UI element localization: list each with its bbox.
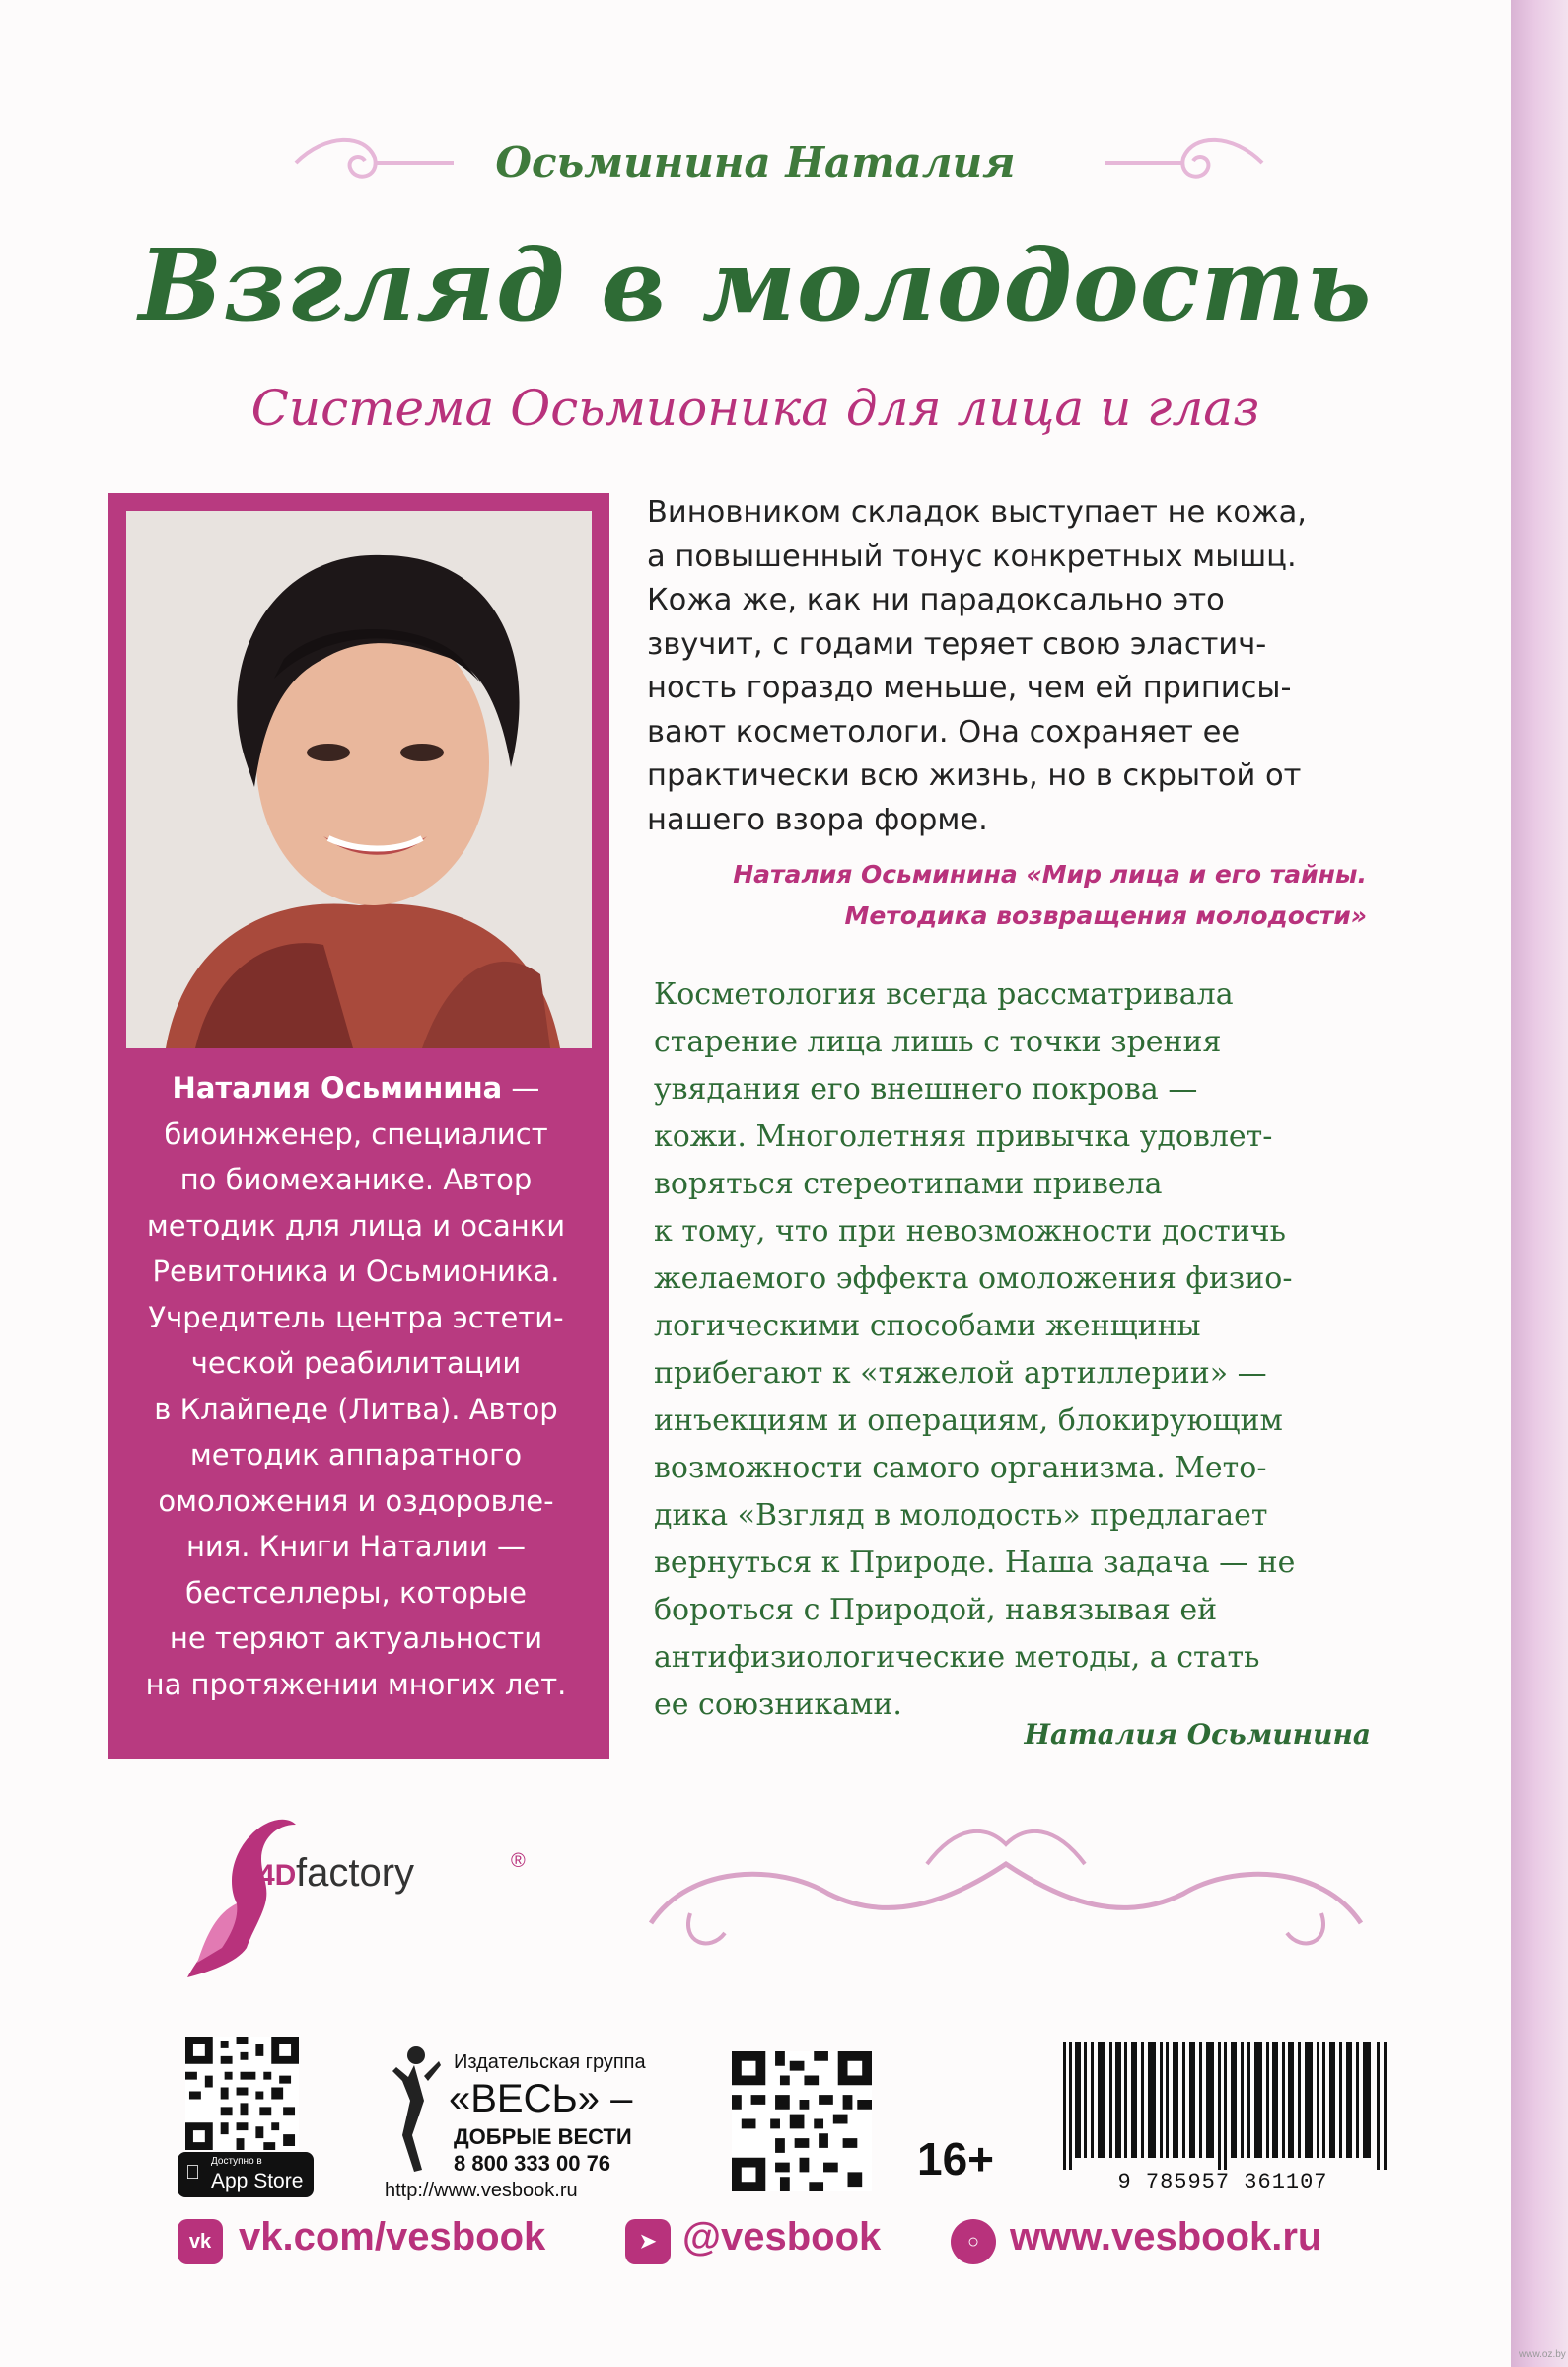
telegram-link-text: @vesbook	[682, 2215, 882, 2259]
book-subtitle: Система Осьмионика для лица и глаз	[250, 380, 1260, 437]
globe-icon: ○	[951, 2219, 996, 2264]
annotation-line: антифизиологические методы, а стать	[654, 1640, 1260, 1675]
annotation-line: возможности самого организма. Мето-	[654, 1451, 1267, 1485]
author-bio	[128, 1065, 584, 1707]
apple-icon	[185, 2162, 200, 2185]
annotation-line: инъекциям и операциям, блокирующим	[654, 1403, 1283, 1438]
app-store-badge[interactable]	[178, 2152, 314, 2197]
quote-source	[647, 854, 1367, 937]
logo-registered: ®	[511, 1850, 526, 1872]
age-rating: 16+	[917, 2133, 995, 2185]
website-link-text: www.vesbook.ru	[1010, 2215, 1322, 2259]
bio-name: Наталия Осьминина	[172, 1071, 503, 1105]
bio-line: по биомеханике. Автор	[179, 1163, 533, 1196]
app-store-caption: Доступно в	[211, 2156, 262, 2167]
quote-line: вают косметологи. Она сохраняет ее	[647, 714, 1241, 750]
quote-line: нашего взора форме.	[647, 802, 988, 837]
bio-line: методик для лица и осанки	[146, 1208, 566, 1243]
annotation-line: кожи. Многолетняя привычка удовлет-	[654, 1119, 1273, 1154]
annotation-signature: Наталия Осьминина	[1024, 1718, 1371, 1751]
bio-line: ческой реабилитации	[190, 1346, 522, 1380]
app-store-label: App Store	[211, 2170, 304, 2192]
bio-line: не теряют актуальности	[169, 1621, 543, 1655]
annotation-line: ее союзниками.	[654, 1687, 902, 1722]
qr-code-app	[185, 2037, 299, 2150]
bio-line: биоинженер, специалист	[164, 1116, 548, 1151]
author-photo	[126, 511, 592, 1048]
quote-source-line: Наталия Осьминина «Мир лица и его тайны.	[733, 860, 1367, 889]
quote-line: а повышенный тонус конкретных мышц.	[647, 538, 1297, 574]
publisher-slogan: ДОБРЫЕ ВЕСТИ	[454, 2124, 632, 2149]
vk-link-text: vk.com/vesbook	[239, 2215, 546, 2259]
annotation-line: увядания его внешнего покрова —	[654, 1072, 1198, 1107]
annotation-line: к тому, что при невозможности достичь	[654, 1214, 1286, 1249]
annotation-line: бороться с Природой, навязывая ей	[654, 1593, 1218, 1627]
publisher-group-label: Издательская группа	[454, 2051, 646, 2073]
annotation-text	[654, 971, 1371, 1729]
annotation-line: старение лица лишь с точки зрения	[654, 1025, 1222, 1059]
bio-line: методик аппаратного	[189, 1438, 523, 1471]
bio-line: бестселлеры, которые	[184, 1575, 528, 1610]
epigraph-quote	[647, 491, 1367, 842]
bio-line: Учредитель центра эстети-	[148, 1300, 564, 1334]
telegram-icon: ➤	[625, 2219, 671, 2264]
quote-line: Кожа же, как ни парадоксально это	[647, 583, 1225, 617]
annotation-line: прибегают к «тяжелой артиллерии» —	[654, 1356, 1267, 1391]
quote-source-line: Методика возвращения молодости»	[844, 901, 1367, 930]
publisher-block	[385, 2042, 700, 2219]
author-name-top: Осьминина Наталия	[495, 138, 1016, 186]
annotation-line: желаемого эффекта омоложения физио-	[654, 1261, 1293, 1296]
annotation-line: вернуться к Природе. Наша задача — не	[654, 1545, 1296, 1580]
book-title: Взгляд в молодость	[138, 227, 1373, 343]
quote-line: ность гораздо меньше, чем ей приписы-	[647, 671, 1292, 705]
quote-line: Виновником складок выступает не кожа,	[647, 495, 1307, 530]
quote-line: практически всю жизнь, но в скрытой от	[647, 758, 1302, 793]
spine-edge	[1511, 0, 1568, 2367]
isbn-barcode	[1063, 2042, 1390, 2170]
isbn-number: 9 785957 361107	[1117, 2170, 1328, 2194]
bio-line: ния. Книги Наталии —	[185, 1530, 527, 1563]
logo-name: factory	[296, 1851, 415, 1895]
quote-line: звучит, с годами теряет свою эластич-	[647, 626, 1267, 662]
vk-icon: vk	[178, 2219, 223, 2264]
logo-prefix: 4D	[258, 1859, 297, 1892]
bio-line: Ревитоника и Осьмионика.	[152, 1255, 560, 1288]
bottom-ornament	[631, 1805, 1381, 1963]
author-portrait-image	[126, 511, 592, 1048]
bio-dash: —	[502, 1071, 540, 1105]
annotation-line: дика «Взгляд в молодость» предлагает	[654, 1498, 1268, 1533]
publisher-url[interactable]: http://www.vesbook.ru	[385, 2180, 578, 2201]
vk-link[interactable]	[178, 2215, 572, 2278]
telegram-link[interactable]	[625, 2215, 921, 2278]
qr-code-site	[732, 2051, 872, 2191]
annotation-line: Косметология всегда рассматривала	[654, 977, 1234, 1012]
bio-line: омоложения и оздоровле-	[158, 1483, 554, 1518]
bio-line: в Клайпеде (Литва). Автор	[154, 1392, 558, 1426]
publisher-phone: 8 800 333 00 76	[454, 2151, 611, 2176]
annotation-line: логическими способами женщины	[654, 1309, 1201, 1343]
hermes-figure-icon	[385, 2042, 444, 2175]
watermark: www.oz.by	[1519, 2349, 1566, 2360]
bio-line: на протяжении многих лет.	[145, 1667, 567, 1701]
publisher-name: «ВЕСЬ» –	[449, 2077, 633, 2120]
author-panel	[108, 493, 609, 1759]
annotation-line: воряться стереотипами привела	[654, 1167, 1163, 1201]
website-link[interactable]	[951, 2215, 1365, 2278]
